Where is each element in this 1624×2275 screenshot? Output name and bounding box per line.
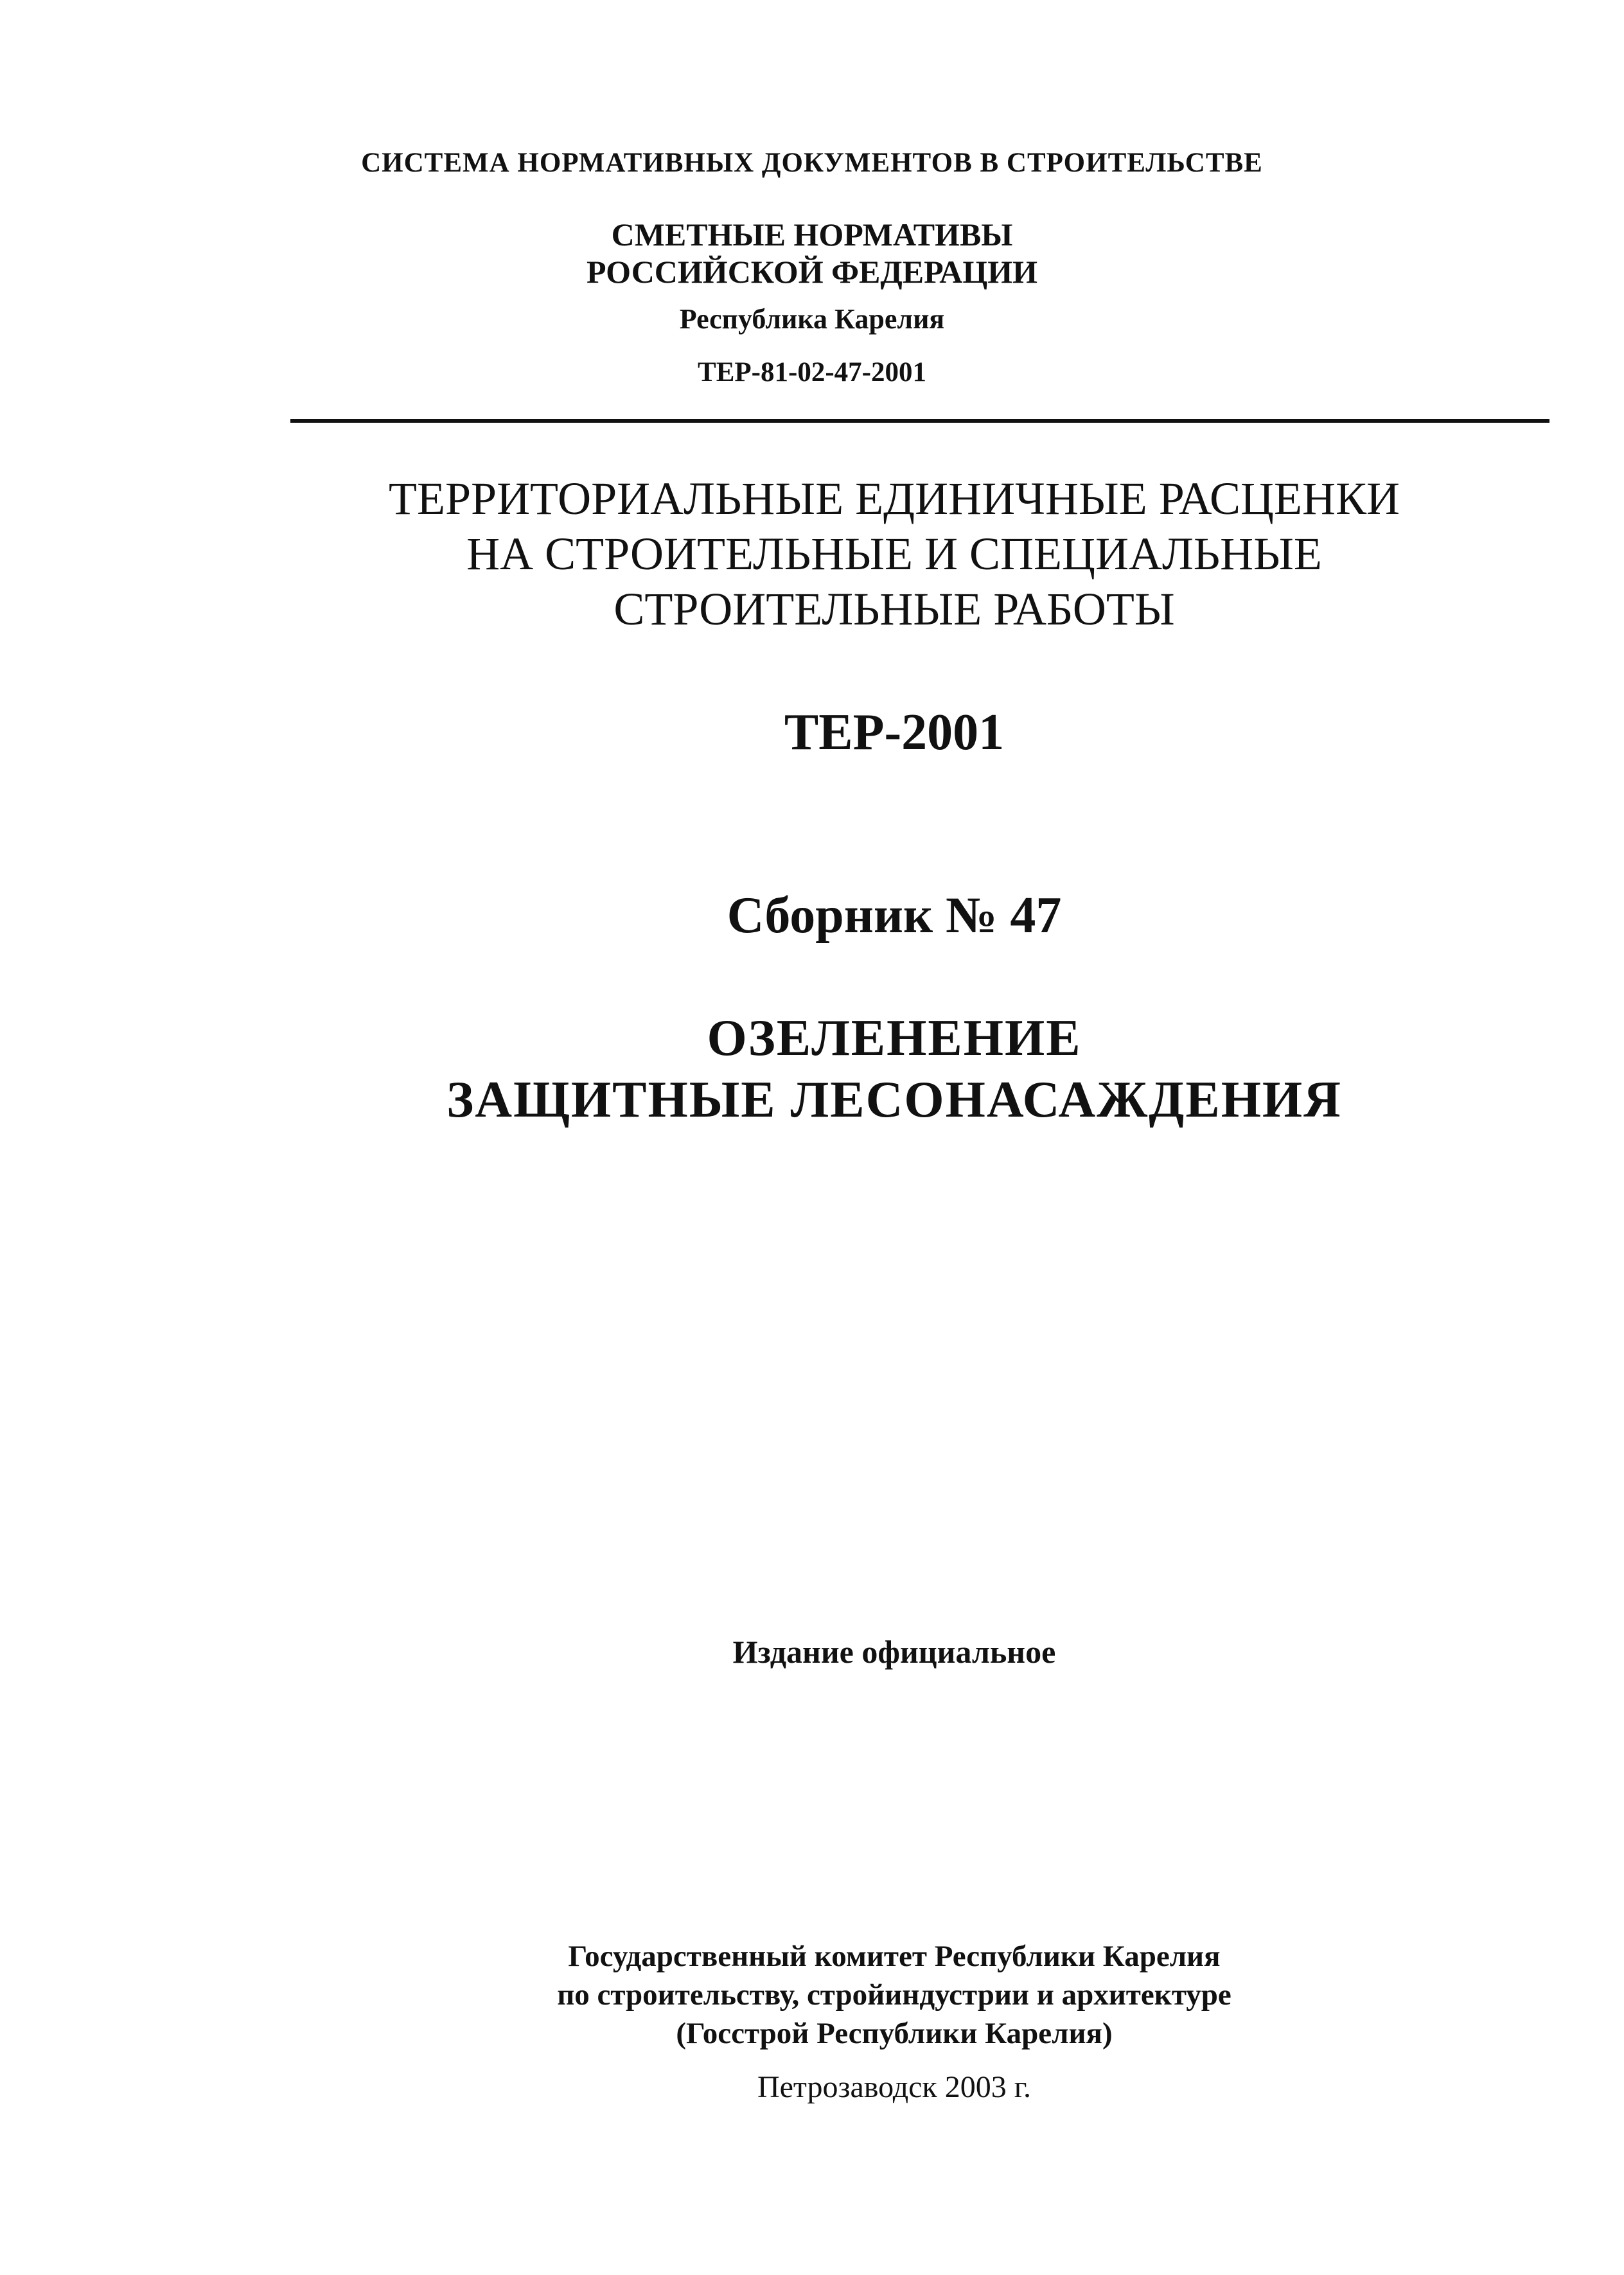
- system-heading: СИСТЕМА НОРМАТИВНЫХ ДОКУМЕНТОВ В СТРОИТЕЛЬСТВЕ: [361, 148, 1263, 178]
- collection-label: Сборник № 47: [727, 887, 1062, 944]
- main-title-line3: СТРОИТЕЛЬНЫЕ РАБОТЫ: [613, 583, 1175, 635]
- collection-subject-line1: ОЗЕЛЕНЕНИЕ: [707, 1010, 1082, 1067]
- header-divider: [290, 419, 1549, 423]
- main-title-line2: НА СТРОИТЕЛЬНЫЕ И СПЕЦИАЛЬНЫЕ: [466, 528, 1322, 580]
- main-title-line1: ТЕРРИТОРИАЛЬНЫЕ ЕДИНИЧНЫЕ РАСЦЕНКИ: [389, 473, 1400, 524]
- region-name: Республика Карелия: [679, 303, 945, 335]
- imprint-line: Петрозаводск 2003 г.: [757, 2070, 1032, 2104]
- edition-note: Издание официальное: [732, 1634, 1056, 1670]
- publisher-line3: (Госстрой Республики Карелия): [676, 2017, 1113, 2050]
- norms-heading-line1: СМЕТНЫЕ НОРМАТИВЫ: [611, 217, 1013, 252]
- publisher-line1: Государственный комитет Республики Карелия: [568, 1940, 1221, 1973]
- document-code: ТЕР-81-02-47-2001: [698, 357, 926, 387]
- collection-subject-line2: ЗАЩИТНЫЕ ЛЕСОНАСАЖДЕНИЯ: [446, 1072, 1342, 1128]
- short-title: ТЕР-2001: [784, 704, 1005, 761]
- norms-heading-line2: РОССИЙСКОЙ ФЕДЕРАЦИИ: [586, 254, 1038, 290]
- publisher-line2: по строительству, стройиндустрии и архитектуре: [557, 1978, 1231, 2012]
